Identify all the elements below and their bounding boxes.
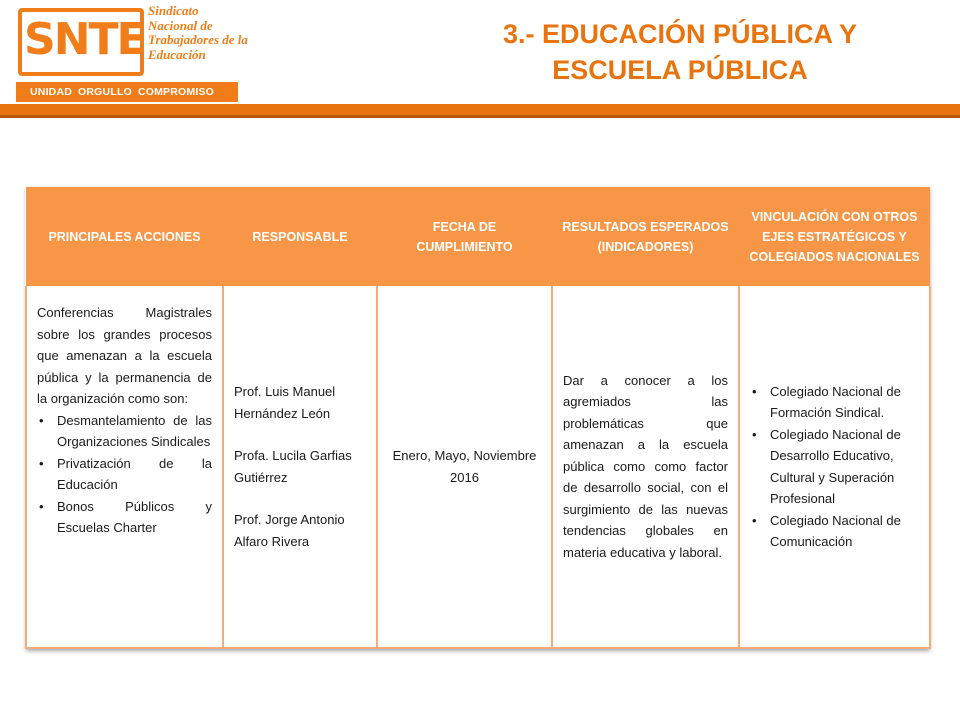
logo-text: SNTE [24, 14, 145, 65]
list-item: • Desmantelamiento de las Organizaciones Sindicales [37, 410, 212, 453]
header-divider-shadow [0, 115, 960, 118]
title-line-1: 3.- EDUCACIÓN PÚBLICA Y [502, 19, 858, 49]
vinculacion-list [750, 381, 919, 553]
motto-word: UNIDAD [30, 86, 73, 98]
cell-vinculacion [739, 286, 930, 648]
header-resultados: RESULTADOS ESPERADOS (INDICADORES) [552, 187, 739, 286]
org-name-line: Sindicato [148, 3, 199, 18]
actions-table-grid [25, 187, 931, 649]
title-line-2: ESCUELA PÚBLICA [552, 55, 808, 85]
org-name-line: Trabajadores de la [148, 32, 248, 47]
responsable-name: Prof. Luis Manuel Hernández León [234, 384, 336, 421]
responsable-name: Profa. Lucila Garfias Gutiérrez [234, 448, 352, 485]
actions-table [25, 187, 929, 649]
acciones-intro: Conferencias Magistrales sobre los grandes procesos que amenazan a la escuela pública y la permanencia de la organización como son: [37, 305, 212, 406]
spacer [234, 424, 366, 445]
spacer [234, 488, 366, 509]
header-vinculacion: VINCULACIÓN CON OTROS EJES ESTRATÉGICOS Y COLEGIADOS NACIONALES [739, 187, 930, 286]
table-header-row [26, 187, 930, 286]
acciones-list [37, 410, 212, 539]
header-responsable: RESPONSABLE [223, 187, 377, 286]
cell-fecha [377, 286, 552, 648]
list-item: • Colegiado Nacional de Comunicación [750, 510, 919, 553]
fecha-value: Enero, Mayo, Noviembre 2016 [392, 448, 537, 485]
list-item: • Bonos Públicos y Escuelas Charter [37, 496, 212, 539]
snte-logo [16, 3, 248, 102]
page-title [480, 16, 880, 88]
list-item: • Privatización de la Educación [37, 453, 212, 496]
header-divider [0, 104, 960, 115]
header-acciones: PRINCIPALES ACCIONES [26, 187, 223, 286]
cell-acciones [26, 286, 223, 648]
org-name-line: Nacional de [148, 17, 213, 33]
logo-emblem [16, 3, 248, 80]
motto-word: COMPROMISO [137, 86, 215, 98]
motto-banner [16, 82, 238, 102]
organization-name [148, 3, 248, 62]
cell-responsable [223, 286, 377, 648]
list-item: • Colegiado Nacional de Desarrollo Educativo, Cultural y Superación Profesional [750, 424, 919, 510]
resultados-text: Dar a conocer a los agremiados las problemáticas que amenazan a la escuela pública como como factor de desarrollo social, con el surgimiento de las nuevas tendencias globales en materia educativa y laboral. [563, 372, 728, 560]
org-name-line: Educación [148, 46, 206, 62]
header-fecha: FECHA DE CUMPLIMIENTO [377, 187, 552, 286]
table-row [26, 286, 930, 648]
responsable-name: Prof. Jorge Antonio Alfaro Rivera [234, 512, 345, 549]
list-item: • Colegiado Nacional de Formación Sindical. [750, 381, 919, 424]
cell-resultados [552, 286, 739, 648]
motto-word: ORGULLO [78, 86, 132, 98]
